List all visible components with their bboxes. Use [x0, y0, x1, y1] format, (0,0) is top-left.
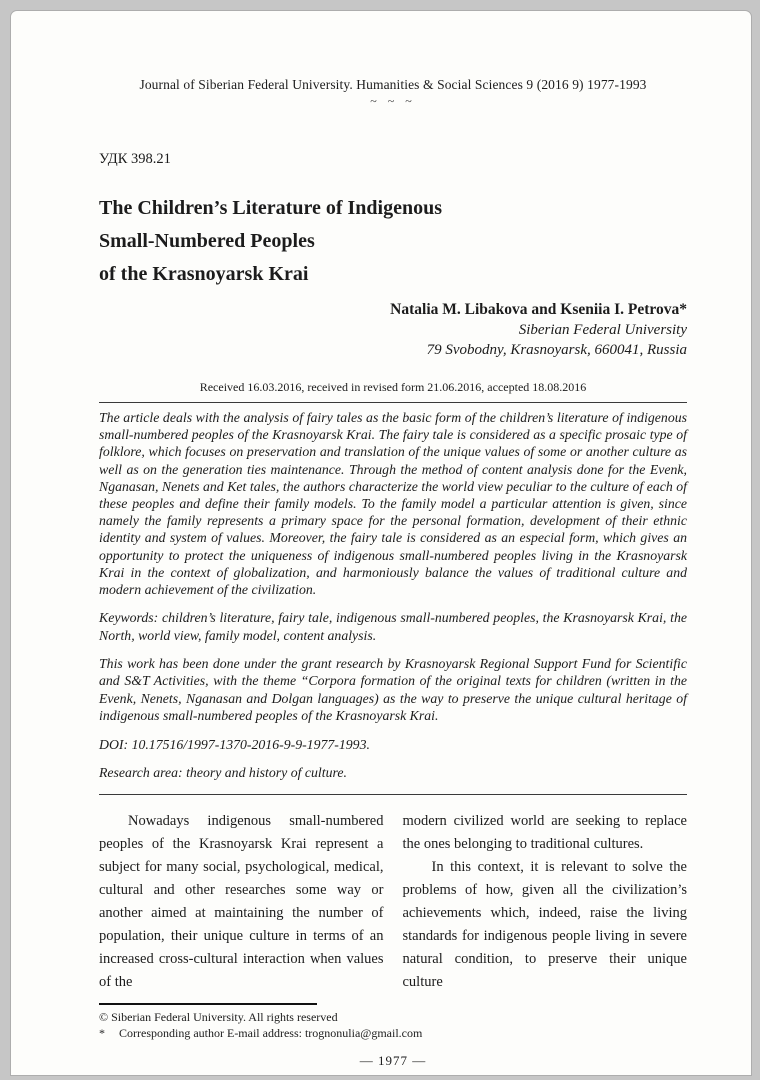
title-line-3: of the Krasnoyarsk Krai: [99, 263, 309, 285]
footnote-block: [99, 1003, 687, 1041]
grant-acknowledgment-paragraph: This work has been done under the grant research by Krasnoyarsk Regional Support Fund for Scientific and S&T Activities, with the theme “Corpora formation of the original texts for children (written in the Evenk, Nenets, Nganasan and Dolgan languages) as the way to preserve the unique cultural heritage of indigenous small-numbered peoples of the Krasnoyarsk Krai.: [99, 656, 687, 724]
body-top-divider: [99, 794, 687, 795]
body-paragraph: Nowadays indigenous small-numbered peoples of the Krasnoyarsk Krai represent a subject for many social, psychological, medical, cultural and other researches some way or another aimed at maintaining the number of population, their unique culture in terms of an increased cross-cultural interaction when values of the: [99, 813, 384, 991]
paper-page: [10, 10, 752, 1076]
page-number: — 1977 —: [359, 1053, 427, 1069]
body-column-right: [403, 810, 688, 994]
body-paragraph: In this context, it is relevant to solve the problems of how, given all the civilization’s achievements which, indeed, raise the living standards for indigenous people living in severe natural condition, to preserve their unique culture: [402, 859, 687, 991]
udc-label: УДК 398.21: [99, 151, 171, 167]
abstract-paragraph: The article deals with the analysis of fairy tales as the basic form of the children’s literature of indigenous small-numbered peoples of the Krasnoyarsk Krai. The fairy tale is considered as a specific prosaic type of folklore, which focuses on preservation and translation of the unique values of some or another culture as well as on the generation ties maintenance. Through the method of content analysis done for the Evenk, Nganasan, Nenets and Ket tales, the authors characterize the world view peculiar to the culture of each of these peoples and define their family models. To the family model a particular attention is given, since namely the family represents a primary space for the personal formation, development of their ethnic identity and system of values. Moreover, the fairy tale is considered as an especial form, which gives an opportunity to protect the uniqueness of indigenous small-numbered peoples living in the Krasnoyarsk Krai in the context of globalization, and harmoniously balance the values of traditional culture and modern achievement of the civilization.: [99, 410, 687, 598]
authors-line: Natalia M. Libakova and Kseniia I. Petrova*: [390, 301, 687, 318]
header-ornament: ~ ~ ~: [370, 94, 416, 108]
doi-line: DOI: 10.17516/1997-1370-2016-9-9-1977-1993.: [99, 736, 370, 752]
abstract-top-divider: [99, 402, 687, 403]
corresponding-author-line: [99, 1025, 687, 1041]
body-column-left: [99, 810, 384, 994]
footnote-divider: [99, 1003, 317, 1005]
keywords-paragraph: Keywords: children’s literature, fairy tale, indigenous small-numbered peoples, the Krasnoyarsk Krai, the North, world view, family model, content analysis.: [99, 610, 687, 643]
affiliation-line: Siberian Federal University: [518, 322, 687, 338]
research-area-line: Research area: theory and history of culture.: [99, 765, 347, 781]
journal-header-line: Journal of Siberian Federal University. Humanities & Social Sciences 9 (2016 9) 1977-1993: [139, 77, 647, 92]
received-dates-line: Received 16.03.2016, received in revised form 21.06.2016, accepted 18.08.2016: [199, 380, 587, 394]
body-columns: [99, 810, 687, 994]
copyright-line: © Siberian Federal University. All rights reserved: [99, 1010, 338, 1025]
authors-block: [99, 299, 687, 360]
address-line: 79 Svobodny, Krasnoyarsk, 660041, Russia: [426, 342, 687, 358]
corresponding-author-text: Corresponding author E-mail address: trognonulia@gmail.com: [119, 1026, 423, 1041]
title-line-2: Small-Numbered Peoples: [99, 230, 315, 252]
body-paragraph: modern civilized world are seeking to replace the ones belonging to traditional cultures.: [402, 813, 687, 853]
footnote-asterisk: *: [99, 1026, 105, 1041]
title-line-1: The Children’s Literature of Indigenous: [99, 197, 442, 219]
paper-title: [99, 192, 687, 291]
